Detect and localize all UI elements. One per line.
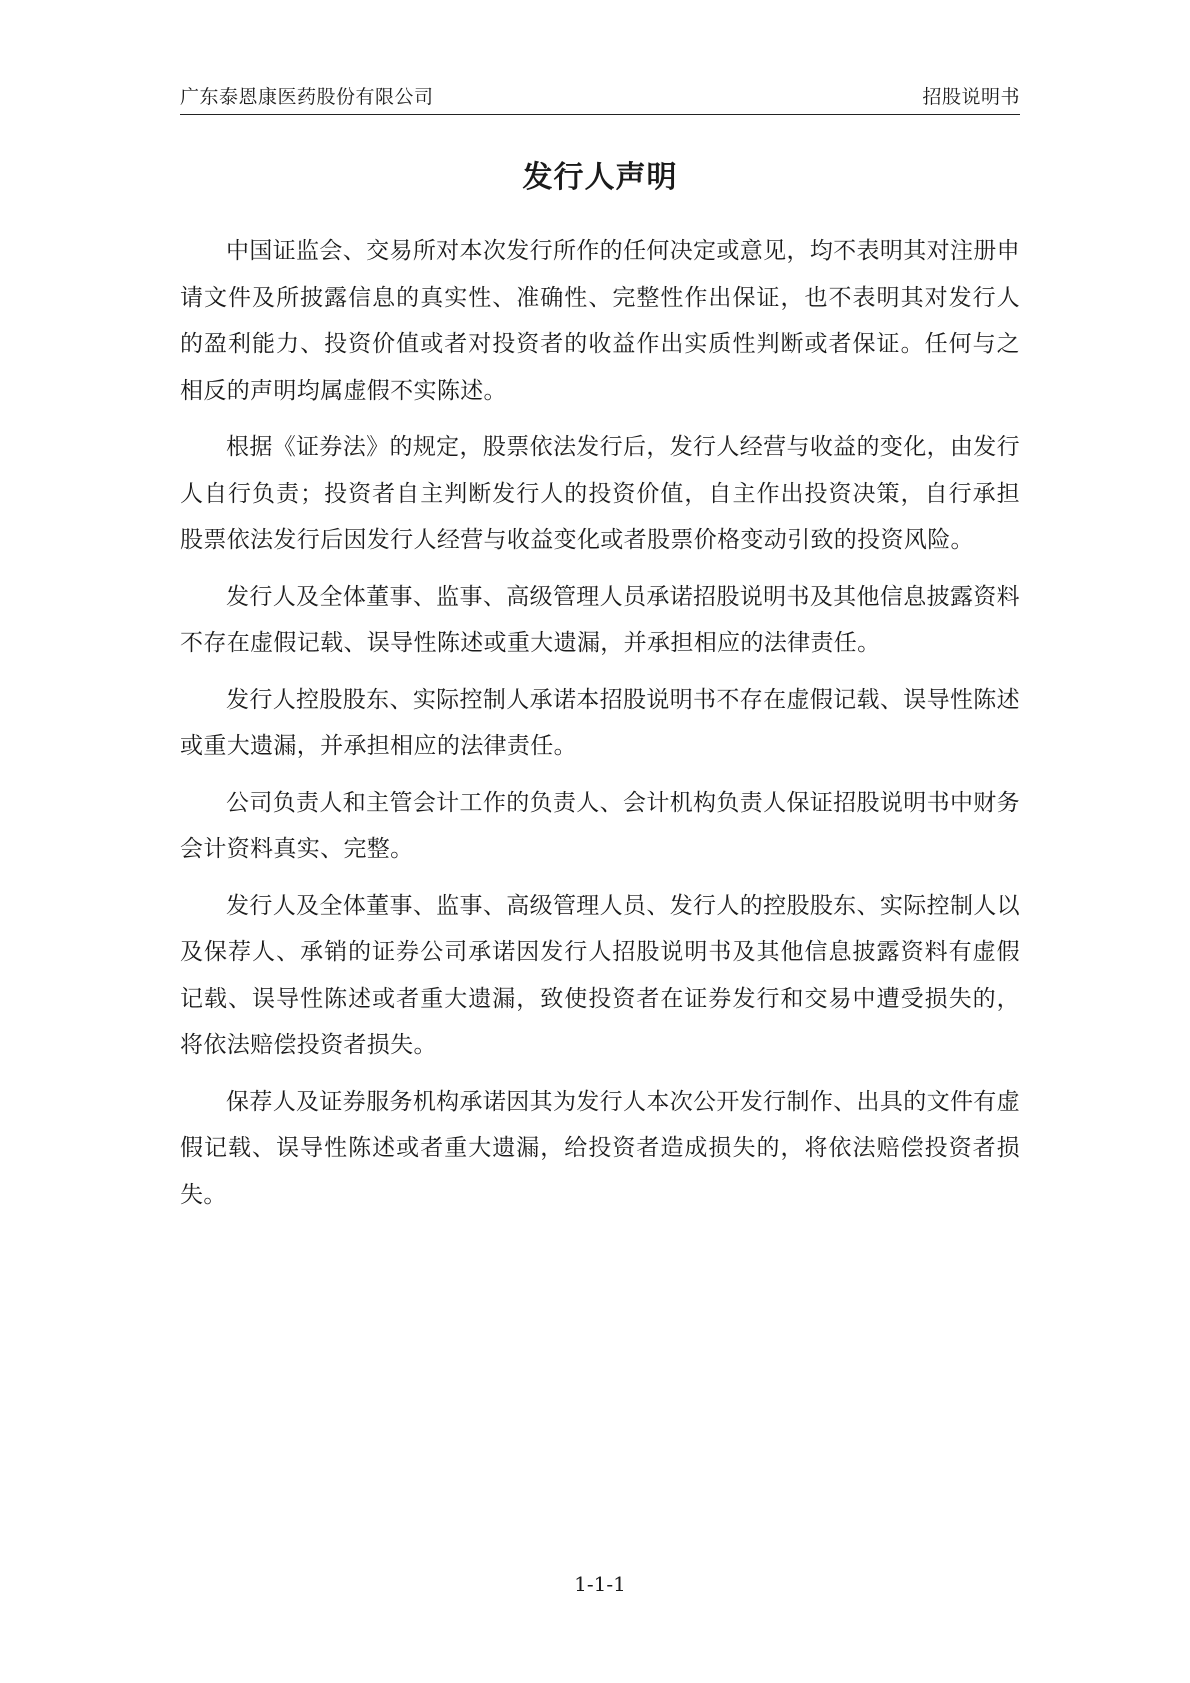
- paragraph-investment-risk: 根据《证券法》的规定，股票依法发行后，发行人经营与收益的变化，由发行人自行负责；投资者自主判断发行人的投资价值，自主作出投资决策，自行承担股票依法发行后因发行人经营与收益变化或者股票价格变动引致的投资风险。: [180, 434, 1020, 553]
- paragraph-compensation-commitment: 发行人及全体董事、监事、高级管理人员、发行人的控股股东、实际控制人以及保荐人、承销的证券公司承诺因发行人招股说明书及其他信息披露资料有虚假记载、误导性陈述或者重大遗漏，致使投资者在证券发行和交易中遭受损失的，将依法赔偿投资者损失。: [180, 892, 1020, 1058]
- paragraph-sponsor-commitment: 保荐人及证券服务机构承诺因其为发行人本次公开发行制作、出具的文件有虚假记载、误导性陈述或者重大遗漏，给投资者造成损失的，将依法赔偿投资者损失。: [180, 1088, 1020, 1208]
- header-document-type: 招股说明书: [922, 86, 1020, 108]
- page-header: [180, 84, 1020, 115]
- paragraph-controlling-shareholder-commitment: 发行人控股股东、实际控制人承诺本招股说明书不存在虚假记载、误导性陈述或重大遗漏，并承担相应的法律责任。: [180, 686, 1020, 759]
- document-title: 发行人声明: [522, 160, 678, 195]
- page-number: 1-1-1: [574, 1572, 626, 1596]
- statement-body: [180, 228, 1020, 1228]
- paragraph-regulator-disclaimer: 中国证监会、交易所对本次发行所作的任何决定或意见，均不表明其对注册申请文件及所披露信息的真实性、准确性、完整性作出保证，也不表明其对发行人的盈利能力、投资价值或者对投资者的收益作出实质性判断或者保证。任何与之相反的声明均属虚假不实陈述。: [180, 238, 1020, 404]
- header-company-name: 广东泰恩康医药股份有限公司: [180, 86, 434, 108]
- paragraph-directors-commitment: 发行人及全体董事、监事、高级管理人员承诺招股说明书及其他信息披露资料不存在虚假记载、误导性陈述或重大遗漏，并承担相应的法律责任。: [180, 583, 1020, 656]
- paragraph-financial-data-guarantee: 公司负责人和主管会计工作的负责人、会计机构负责人保证招股说明书中财务会计资料真实、完整。: [180, 789, 1020, 862]
